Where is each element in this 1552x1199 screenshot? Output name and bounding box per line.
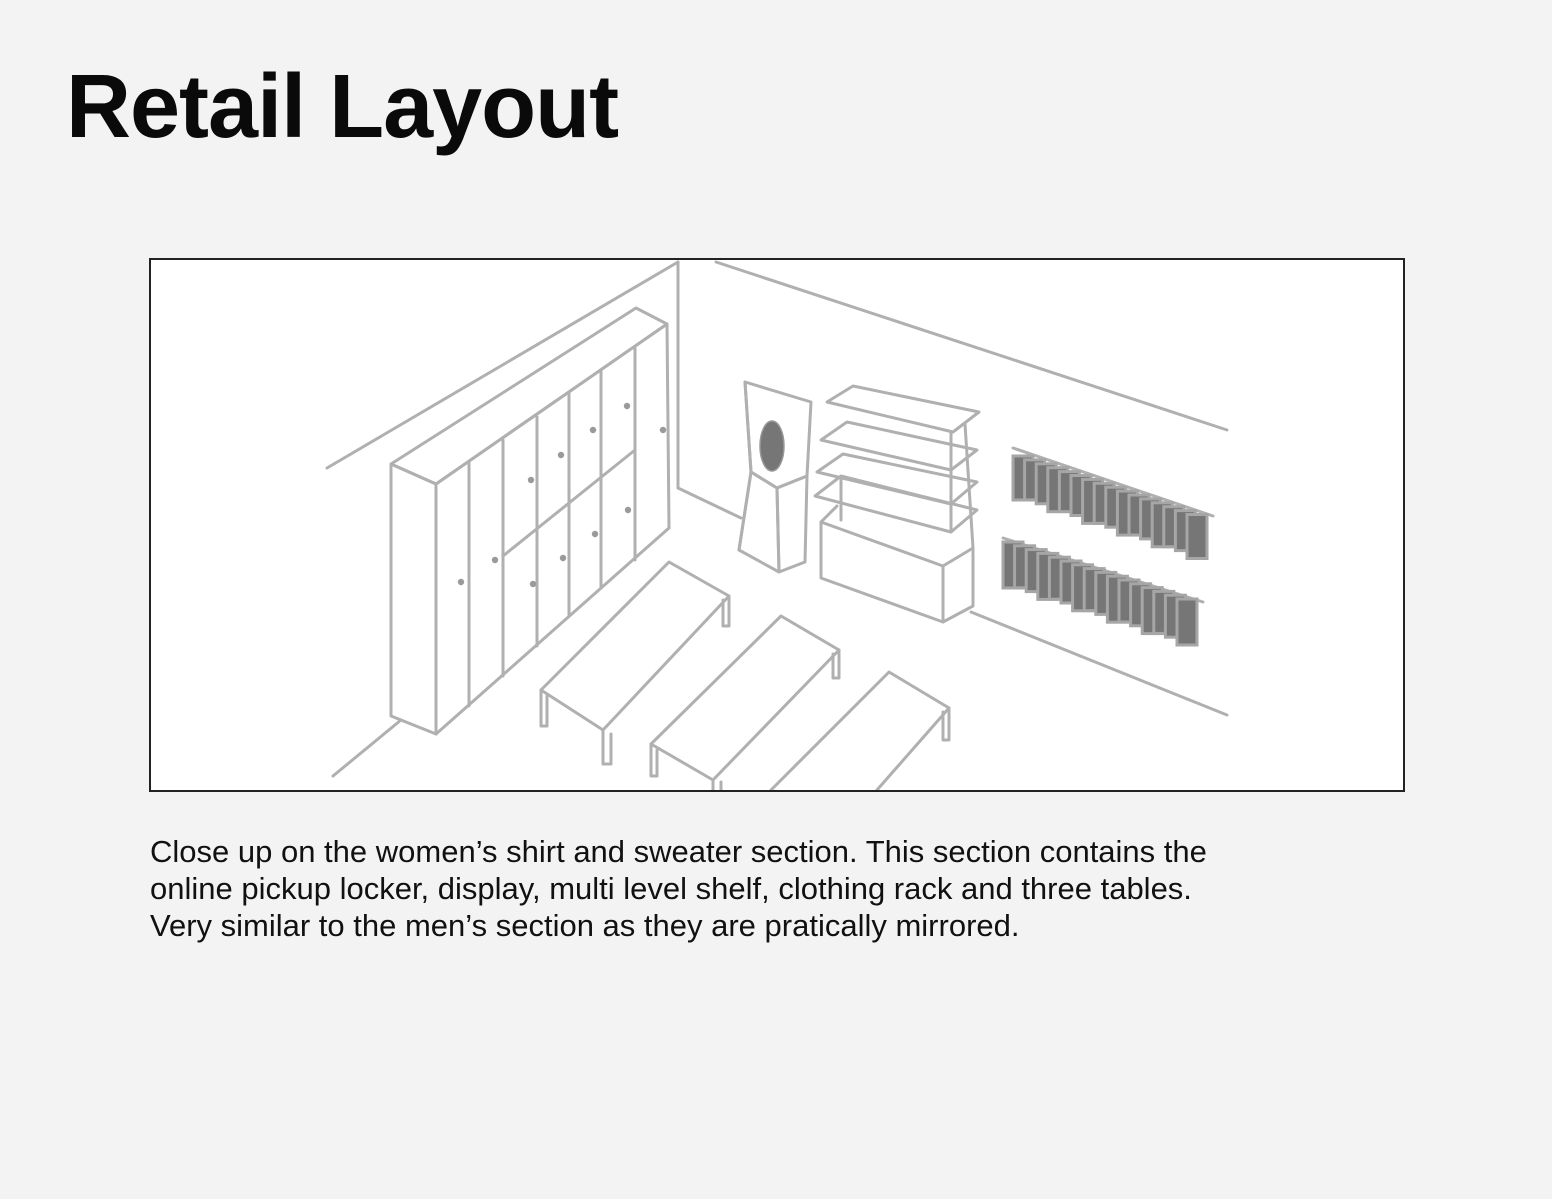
pickup-locker: [391, 308, 669, 734]
caption-line: Close up on the women’s shirt and sweater section. This section contains the: [150, 834, 1207, 869]
retail-layout-illustration: [149, 258, 1405, 792]
garments-lower-rack: [1003, 542, 1197, 645]
isometric-store-drawing: [151, 260, 1403, 790]
mirror-oval: [760, 421, 784, 471]
multi-level-shelf: [815, 386, 979, 622]
page-title: Retail Layout: [66, 57, 619, 157]
caption-line: Very similar to the men’s section as they are pratically mirrored.: [150, 908, 1020, 943]
garments-upper-rack: [1013, 456, 1207, 559]
table-3: [771, 672, 949, 790]
caption: [150, 833, 1410, 944]
garment: [1187, 515, 1207, 559]
display-stand: [739, 382, 811, 572]
table-2: [651, 616, 839, 790]
garment: [1177, 599, 1197, 645]
caption-line: online pickup locker, display, multi level shelf, clothing rack and three tables.: [150, 871, 1192, 906]
